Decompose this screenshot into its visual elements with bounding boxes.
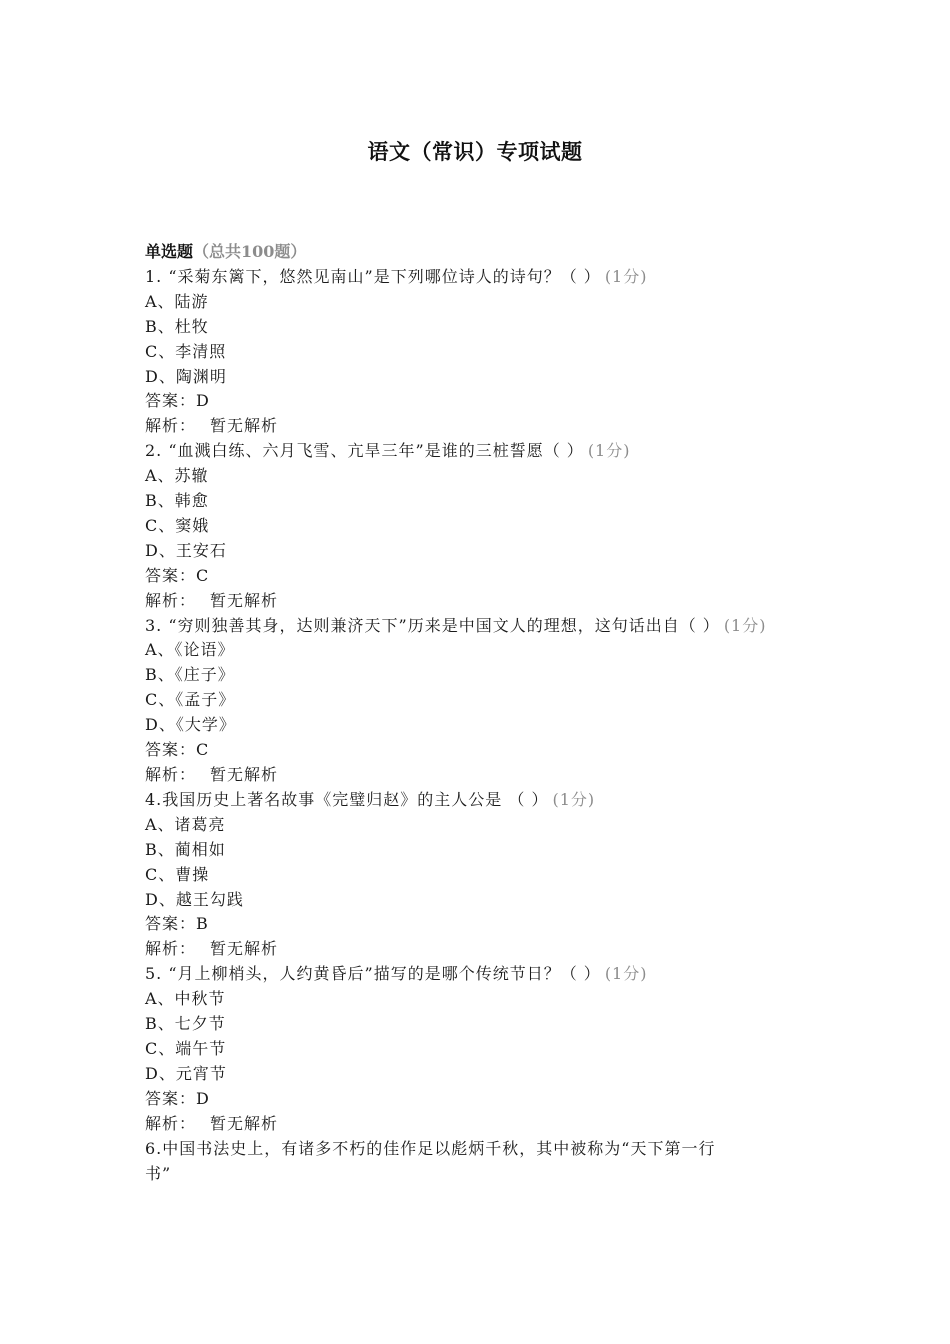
question-list bbox=[145, 240, 805, 1186]
analysis-text: 暂无解析 bbox=[210, 1113, 279, 1133]
section-heading bbox=[145, 240, 805, 265]
question-stem bbox=[145, 788, 805, 813]
question-item bbox=[145, 439, 805, 613]
analysis-label: 解析： bbox=[145, 1113, 197, 1133]
analysis-line bbox=[145, 414, 805, 439]
question-text: 2. “血溅白练、六月飞雪、亢旱三年”是谁的三桩誓愿（ ） bbox=[145, 441, 584, 461]
question-text: 3. “穷则独善其身，达则兼济天下”历来是中国文人的理想，这句话出自（ ） bbox=[145, 615, 720, 635]
analysis-text: 暂无解析 bbox=[210, 939, 279, 959]
answer-line: 答案：C bbox=[145, 565, 210, 585]
option-b: B、杜牧 bbox=[145, 316, 209, 336]
question-text: 5. “月上柳梢头，人约黄昏后”描写的是哪个传统节日？（ ） bbox=[145, 964, 601, 984]
option-c: C、窦娥 bbox=[145, 515, 210, 535]
analysis-label: 解析： bbox=[145, 765, 197, 785]
analysis-text: 暂无解析 bbox=[210, 590, 279, 610]
option-d: D、陶渊明 bbox=[145, 366, 227, 386]
question-stem bbox=[145, 439, 805, 464]
question-stem: 6.中国书法史上，有诸多不朽的佳作足以彪炳千秋，其中被称为“天下第一行 bbox=[145, 1138, 716, 1158]
analysis-line bbox=[145, 1112, 805, 1137]
analysis-line bbox=[145, 937, 805, 962]
question-stem bbox=[145, 962, 805, 987]
question-item bbox=[145, 962, 805, 1136]
analysis-label: 解析： bbox=[145, 939, 197, 959]
option-b: B、韩愈 bbox=[145, 491, 209, 511]
option-b: B、《庄子》 bbox=[145, 665, 235, 685]
answer-line: 答案：B bbox=[145, 914, 209, 934]
option-c: C、李清照 bbox=[145, 341, 227, 361]
analysis-text: 暂无解析 bbox=[210, 765, 279, 785]
option-a: A、苏辙 bbox=[145, 466, 209, 486]
question-score: (1分) bbox=[552, 789, 596, 809]
question-stem bbox=[145, 614, 805, 639]
analysis-line bbox=[145, 763, 805, 788]
question-score: (1分) bbox=[723, 615, 767, 635]
option-c: C、端午节 bbox=[145, 1038, 227, 1058]
option-a: A、陆游 bbox=[145, 291, 209, 311]
question-text: 1. “采菊东篱下，悠然见南山”是下列哪位诗人的诗句？（ ） bbox=[145, 266, 601, 286]
section-note: （总共100题） bbox=[193, 242, 307, 261]
question-item bbox=[145, 614, 805, 788]
page-title: 语文（常识）专项试题 bbox=[367, 139, 583, 164]
analysis-label: 解析： bbox=[145, 590, 197, 610]
answer-line: 答案：D bbox=[145, 391, 210, 411]
analysis-label: 解析： bbox=[145, 416, 197, 436]
option-b: B、七夕节 bbox=[145, 1014, 226, 1034]
option-d: D、越王勾践 bbox=[145, 889, 244, 909]
section-label: 单选题 bbox=[145, 242, 194, 261]
option-a: A、中秋节 bbox=[145, 989, 226, 1009]
option-d: D、元宵节 bbox=[145, 1063, 227, 1083]
option-c: C、《孟子》 bbox=[145, 690, 236, 710]
answer-line: 答案：C bbox=[145, 740, 210, 760]
question-score: (1分) bbox=[604, 266, 648, 286]
question-score: (1分) bbox=[604, 964, 648, 984]
question-score: (1分) bbox=[587, 441, 631, 461]
analysis-text: 暂无解析 bbox=[210, 416, 279, 436]
question-text: 4.我国历史上著名故事《完璧归赵》的主人公是 （ ） bbox=[145, 789, 549, 809]
question-item bbox=[145, 265, 805, 439]
option-d: D、王安石 bbox=[145, 540, 227, 560]
analysis-line bbox=[145, 589, 805, 614]
option-d: D、《大学》 bbox=[145, 715, 236, 735]
question-item bbox=[145, 1137, 805, 1187]
option-a: A、诸葛亮 bbox=[145, 814, 226, 834]
question-item bbox=[145, 788, 805, 962]
option-b: B、蔺相如 bbox=[145, 839, 226, 859]
question-stem-continued: 书” bbox=[145, 1163, 172, 1183]
option-a: A、《论语》 bbox=[145, 640, 235, 660]
answer-line: 答案：D bbox=[145, 1088, 210, 1108]
question-stem bbox=[145, 265, 805, 290]
option-c: C、曹操 bbox=[145, 864, 210, 884]
